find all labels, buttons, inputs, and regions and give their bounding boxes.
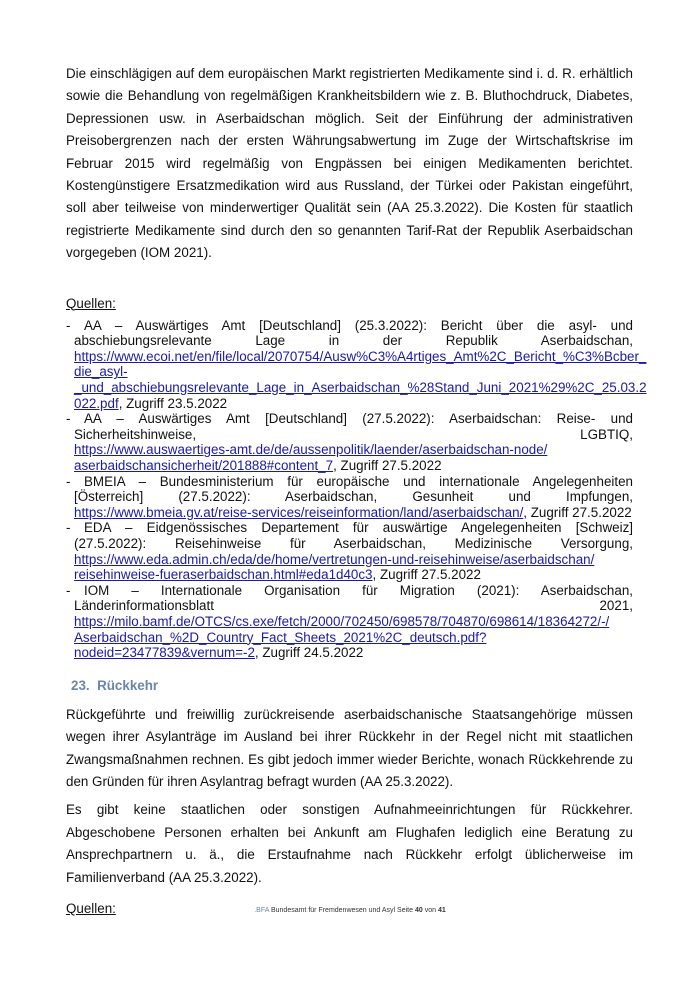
source-item	[66, 317, 647, 412]
access-date: , Zugriff 27.5.2022	[523, 504, 632, 520]
sources-heading-2: Quellen:	[66, 900, 116, 916]
footer-org: Bundesamt für Fremdenwesen und Asyl	[270, 907, 396, 914]
paragraph-return-2: Es gibt keine staatlichen oder sonstigen Aufnahmeeinrichtungen für Rückkehrer. Abgeschobene Personen erhalten bei Ankunft am Flughafen lediglich eine Beratung zu Ansprechpartnern u. ä., die Erstaufnahme nach Rückkehr erfolgt üblicherweise im Familienverband (AA 25.3.2022).	[66, 802, 633, 885]
source-item	[66, 411, 633, 473]
list-dash: -	[66, 411, 71, 427]
paragraph-return-1: Rückgeführte und freiwillig zurückreisende aserbaidschanische Staatsangehörige müssen wegen ihrer Asylanträge im Ausland bei ihrer Rückkehr in der Regel nicht mit staatlichen Zwangsmaßnahmen rechnen. Es gibt jedoch immer wieder Berichte, wonach Rückkehrende zu den Gründen für ihren Asylantrag befragt wurden (AA 25.3.2022).	[66, 706, 633, 789]
source-link[interactable]: aserbaidschansicherheit/201888#content_7	[74, 458, 334, 473]
list-dash: -	[66, 582, 71, 598]
access-date: , Zugriff 23.5.2022	[118, 395, 228, 411]
list-dash: -	[66, 520, 71, 536]
source-link[interactable]: https://milo.bamf.de/OTCS/cs.exe/fetch/2000/702450/698578/704870/698614/18364272/-/	[74, 613, 610, 629]
access-date: , Zugriff 27.5.2022	[372, 567, 481, 583]
access-date: , Zugriff 24.5.2022	[254, 645, 364, 661]
page-footer	[0, 906, 700, 915]
document-body	[66, 63, 647, 916]
list-dash: -	[66, 317, 71, 333]
source-item	[66, 474, 633, 521]
footer-page: 40	[414, 907, 423, 914]
paragraph-medications: Die einschlägigen auf dem europäischen Markt registrierten Medikamente sind i. d. R. erhältlich sowie die Behandlung von regelmäßigen Krankheitsbildern wie z. B. Bluthochdruck, Diabetes, Depressionen usw. in Aserbaidschan möglich. Seit der Einführung der administrativen Preisobergrenzen nach der ersten Währungsabwertung im Zuge der Wirtschaftskrise im Februar 2015 wird regelmäßig von Engpässen bei einigen Medikamenten berichtet. Kostengünstigere Ersatzmedikation wird aus Russland, der Türkei oder Pakistan eingeführt, soll aber teilweise von minderwertiger Qualität sein (AA 25.3.2022). Die Kosten für staatlich registrierte Medikamente sind durch den so genannten Tarif-Rat der Republik Aserbaidschan vorgegeben (IOM 2021).	[66, 66, 633, 261]
section-number: 23.	[71, 677, 90, 693]
section-heading	[71, 678, 633, 693]
source-link[interactable]: nodeid=23477839&vernum=-2	[74, 645, 255, 661]
footer-brand: .BFA	[254, 907, 270, 914]
sources-list	[66, 317, 647, 661]
footer-of: von	[424, 907, 437, 914]
source-link[interactable]: https://www.ecoi.net/en/file/local/2070754/Ausw%C3%A4rtiges_Amt%2C_Bericht_%C3%Bcber_	[74, 348, 647, 364]
source-link[interactable]: die_asyl-	[74, 364, 128, 380]
source-link[interactable]: Aserbaidschan_%2D_Country_Fact_Sheets_2021%2C_deutsch.pdf?	[74, 629, 487, 645]
source-text: EDA – Eidgenössisches Departement für auswärtige Angelegenheiten [Schweiz] (27.5.2022): Reisehinweise für Aserbaidschan, Medizinische Versorgung,	[74, 520, 633, 551]
source-text: IOM – Internationale Organisation für Migration (2021): Aserbaidschan, Länderinformationsblatt 2021,	[74, 582, 633, 614]
source-link[interactable]: _und_abschiebungsrelevante_Lage_in_Aserbaidschan_%28Stand_Juni_2021%29%2C_25.03.2	[74, 380, 647, 396]
sources-heading: Quellen:	[66, 295, 116, 311]
source-link[interactable]: https://www.bmeia.gv.at/reise-services/reiseinformation/land/aserbaidschan/	[74, 504, 524, 520]
source-link[interactable]: 022.pdf	[74, 395, 119, 411]
source-link[interactable]: reisehinweise-fueraserbaidschan.html#eda1d40c3	[74, 567, 373, 583]
access-date: , Zugriff 27.5.2022	[333, 458, 442, 473]
footer-page-label: Seite	[397, 907, 414, 914]
source-link[interactable]: https://www.eda.admin.ch/eda/de/home/vertretungen-und-reisehinweise/aserbaidschan/	[74, 551, 595, 567]
source-text: BMEIA – Bundesministerium für europäische und internationale Angelegenheiten [Österreich] (27.5.2022): Aserbaidschan, Gesunheit und Impfungen,	[74, 473, 633, 505]
source-item	[66, 520, 633, 582]
source-text: AA – Auswärtiges Amt [Deutschland] (25.3.2022): Bericht über die asyl- und abschiebungsrelevante Lage in der Republik Aserbaidschan,	[74, 317, 633, 349]
source-link[interactable]: https://www.auswaertiges-amt.de/de/aussenpolitik/laender/aserbaidschan-node/	[74, 442, 548, 458]
section-title: Rückkehr	[97, 677, 159, 693]
source-item	[66, 583, 633, 661]
footer-total: 41	[437, 907, 446, 914]
source-text: AA – Auswärtiges Amt [Deutschland] (27.5.2022): Aserbaidschan: Reise- und Sicherheitshinweise, LGBTIQ,	[74, 411, 633, 442]
list-dash: -	[66, 473, 71, 489]
